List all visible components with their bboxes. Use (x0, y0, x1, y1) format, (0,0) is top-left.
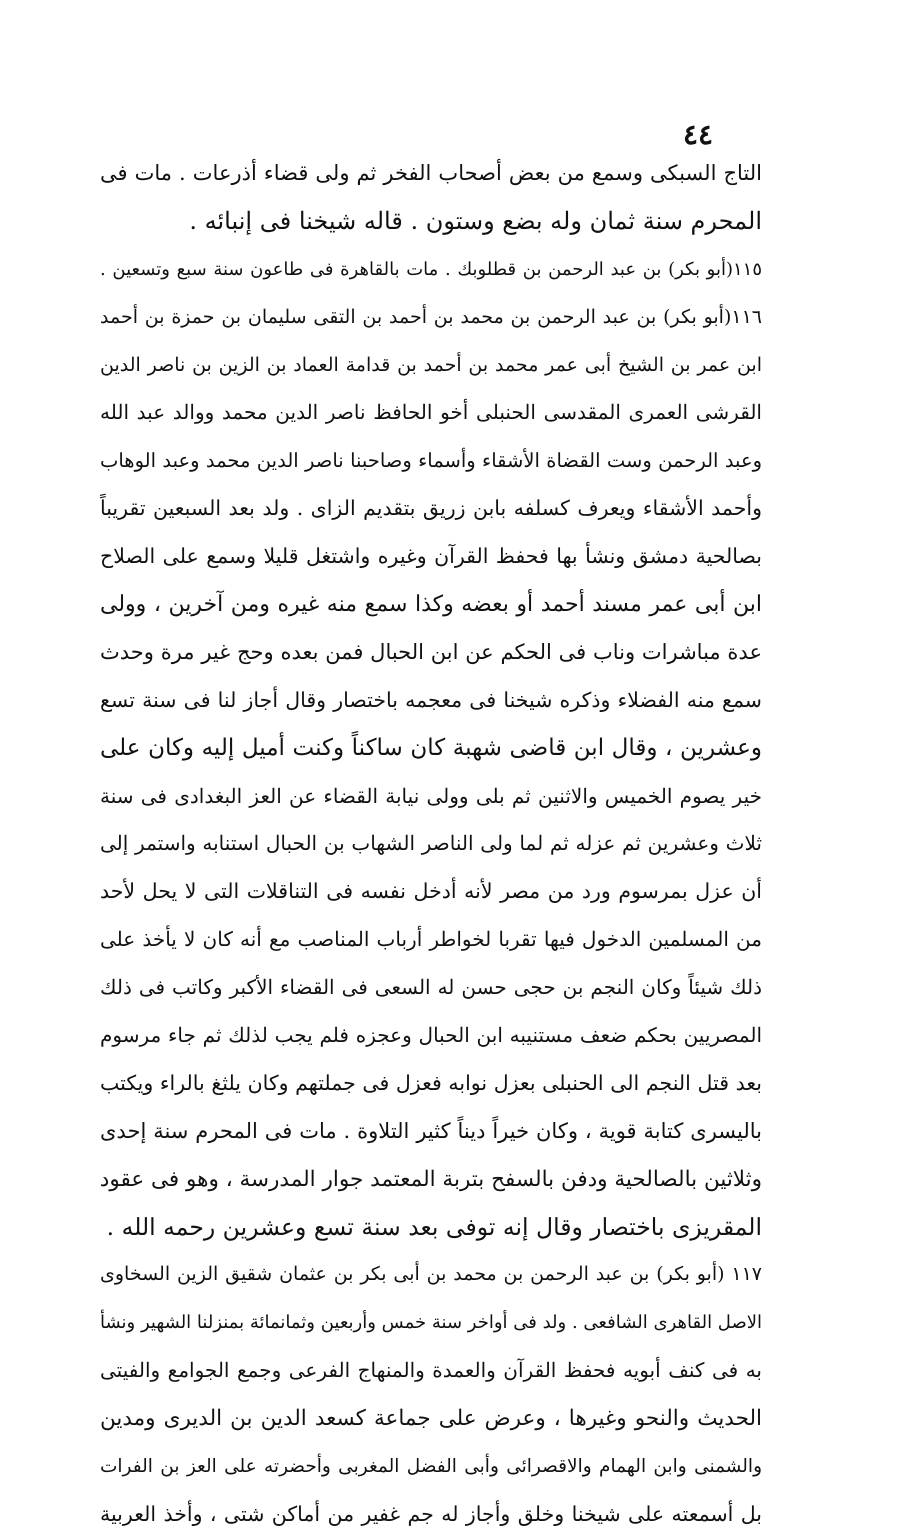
entry-117-line: ١١٧ (أبو بكر) بن عبد الرحمن بن محمد بن أبى بكر بن عثمان شقيق الزين السخاوى (100, 1263, 762, 1286)
text-line: أن عزل بمرسوم ورد من مصر لأنه أدخل نفسه فى التناقلات التى لا يحل لأحد (100, 879, 762, 904)
text-line: القرشى العمرى المقدسى الحنبلى أخو الحافظ ناصر الدين محمد ووالد عبد الله (100, 400, 762, 425)
text-line: وعشرين ، وقال ابن قاضى شهبة كان ساكناً وكنت أميل إليه وكان على (100, 734, 762, 761)
text-line: سمع منه الفضلاء وذكره شيخنا فى معجمه باختصار وقال أجاز لنا فى سنة تسع (100, 687, 762, 712)
text-line: به فى كنف أبويه فحفظ القرآن والعمدة والمنهاج الفرعى وجمع الجوامع والفيتى (100, 1358, 762, 1383)
text-line: ابن أبى عمر مسند أحمد أو بعضه وكذا سمع منه غيره ومن آخرين ، وولى (100, 592, 762, 618)
text-line: بل أسمعته على شيخنا وخلق وأجاز له جم غفير من أماكن شتى ، وأخذ العربية (100, 1501, 762, 1526)
text-line: ثلاث وعشرين ثم عزله ثم لما ولى الناصر الشهاب بن الحبال استنابه واستمر إلى (100, 831, 762, 856)
text-line: المصريين بحكم ضعف مستنيبه ابن الحبال وعجزه فلم يجب لذلك ثم جاء مرسوم (100, 1023, 762, 1048)
text-line: الحديث والنحو وغيرها ، وعرض على جماعة كسعد الدين بن الديرى ومدين (100, 1406, 762, 1432)
text-line: باليسرى كتابة قوية ، وكان خيراً ديناً كثير التلاوة . مات فى المحرم سنة إحدى (100, 1118, 762, 1143)
text-line: بعد قتل النجم الى الحنبلى بعزل نوابه فعزل فى جملتهم وكان يلثغ بالراء ويكتب (100, 1070, 762, 1095)
page-number: ٤٤ (683, 118, 714, 151)
entry-115-line: ١١٥(أبو بكر) بن عبد الرحمن بن قطلوبك . مات بالقاهرة فى طاعون سنة سبع وتسعين . (100, 258, 762, 280)
text-line: ابن عمر بن الشيخ أبى عمر محمد بن أحمد بن قدامة العماد بن الزين بن ناصر الدين (100, 353, 762, 376)
text-line: وعبد الرحمن وست القضاة الأشقاء وأسماء وصاحبنا ناصر الدين محمد وعبد الوهاب (100, 449, 762, 473)
text-line: ذلك شيئاً وكان النجم بن حجى حسن له السعى فى القضاء الأكبر وكاتب فى ذلك (100, 975, 762, 1000)
text-line: خير يصوم الخميس والاثنين ثم بلى وولى نيابة القضاء عن العز البغدادى فى سنة (100, 783, 762, 808)
text-line: عدة مباشرات وناب فى الحكم عن ابن الحبال فمن بعده وحج غير مرة وحدث (100, 639, 762, 664)
entry-116-line: ١١٦(أبو بكر) بن عبد الرحمن بن محمد بن أحمد بن التقى سليمان بن حمزة بن أحمد (100, 305, 762, 328)
text-line: التاج السبكى وسمع من بعض أصحاب الفخر ثم ولى قضاء أذرعات . مات فى (100, 161, 762, 185)
text-line: المحرم سنة ثمان وله بضع وستون . قاله شيخنا فى إنبائه . (189, 206, 762, 235)
text-line: الاصل القاهرى الشافعى . ولد فى أواخر سنة خمس وأربعين وثمانمائة بمنزلنا الشهير ونشأ (100, 1312, 762, 1334)
text-line: من المسلمين الدخول فيها تقربا لخواطر أرباب المناصب مع أنه كان لا يأخذ على (100, 927, 762, 952)
text-line: بصالحية دمشق ونشأ بها فحفظ القرآن وغيره واشتغل قليلا وسمع على الصلاح (100, 544, 762, 569)
text-line: وأحمد الأشقاء ويعرف كسلفه بابن زريق بتقديم الزاى . ولد بعد السبعين تقريباً (100, 496, 762, 521)
text-line: والشمنى وابن الهمام والاقصرائى وأبى الفضل المغربى وأحضرته على العز بن الفرات (100, 1456, 762, 1478)
text-line: وثلاثين بالصالحية ودفن بالسفح بتربة المعتمد جوار المدرسة ، وهو فى عقود (100, 1166, 762, 1192)
text-line: المقريزى باختصار وقال إنه توفى بعد سنة تسع وعشرين رحمه الله . (106, 1212, 762, 1241)
page-body (100, 150, 762, 1539)
